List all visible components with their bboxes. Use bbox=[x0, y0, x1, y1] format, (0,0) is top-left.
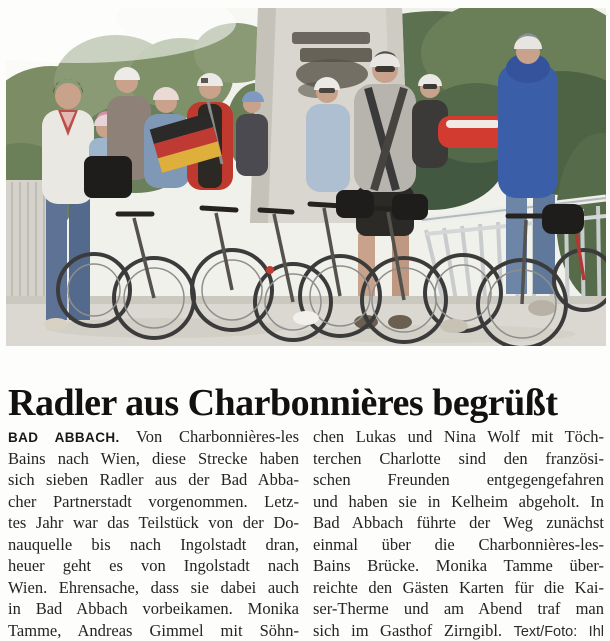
article-body bbox=[8, 426, 604, 641]
article-column-1 bbox=[8, 426, 299, 641]
body-line: tes Jahr war das Teilstück von der Do- bbox=[8, 513, 299, 532]
body-line-text: Von Charbonnières-les bbox=[136, 427, 299, 446]
body-line: Tamme, Andreas Gimmel mit Söhn- bbox=[8, 620, 299, 640]
body-line: Wien. Ehrensache, dass sie dabei auch bbox=[8, 577, 299, 597]
body-line: in Bad Abbach vorbeikamen. Monika bbox=[8, 599, 299, 618]
body-line: chen Lukas und Nina Wolf mit Töch- bbox=[313, 427, 604, 446]
body-line: reichte den Gästen Karten für die Kai- bbox=[313, 577, 604, 597]
body-line: Bains Brücke. Monika Tamme über- bbox=[313, 556, 604, 575]
article-photo bbox=[6, 8, 606, 346]
body-line-text: sich im Gasthof Zirngibl. bbox=[313, 620, 503, 640]
article-column-2 bbox=[313, 426, 604, 641]
body-line: einmal über die Charbonnières-les- bbox=[313, 534, 604, 554]
article-headline: Radler aus Charbonnières begrüßt bbox=[8, 382, 558, 425]
body-line bbox=[313, 620, 604, 641]
body-line: ser-Therme und am Abend traf man bbox=[313, 599, 604, 618]
red-bike-bag bbox=[438, 116, 508, 148]
body-line: cher Partnerstadt vorgenommen. Letz- bbox=[8, 491, 299, 511]
photo-illustration bbox=[6, 8, 606, 346]
body-line: schen Freunden entgegengefahren bbox=[313, 470, 604, 489]
body-line: heuer geht es von Ingolstadt nach bbox=[8, 556, 299, 575]
body-line bbox=[8, 426, 299, 448]
body-line: terchen Charlotte sind den französi- bbox=[313, 448, 604, 468]
body-line: sich sieben Radler aus der Bad Abba- bbox=[8, 470, 299, 489]
body-line: Bad Abbach führte der Weg zunächst bbox=[313, 513, 604, 532]
photo-credit: Text/Foto: Ihl bbox=[513, 623, 604, 640]
dateline: BAD ABBACH. bbox=[8, 430, 120, 445]
body-line: Bains nach Wien, diese Strecke haben bbox=[8, 448, 299, 468]
body-line: und haben sie in Kelheim abgeholt. In bbox=[313, 491, 604, 511]
body-line: nauquelle bis nach Ingolstadt dran, bbox=[8, 534, 299, 554]
